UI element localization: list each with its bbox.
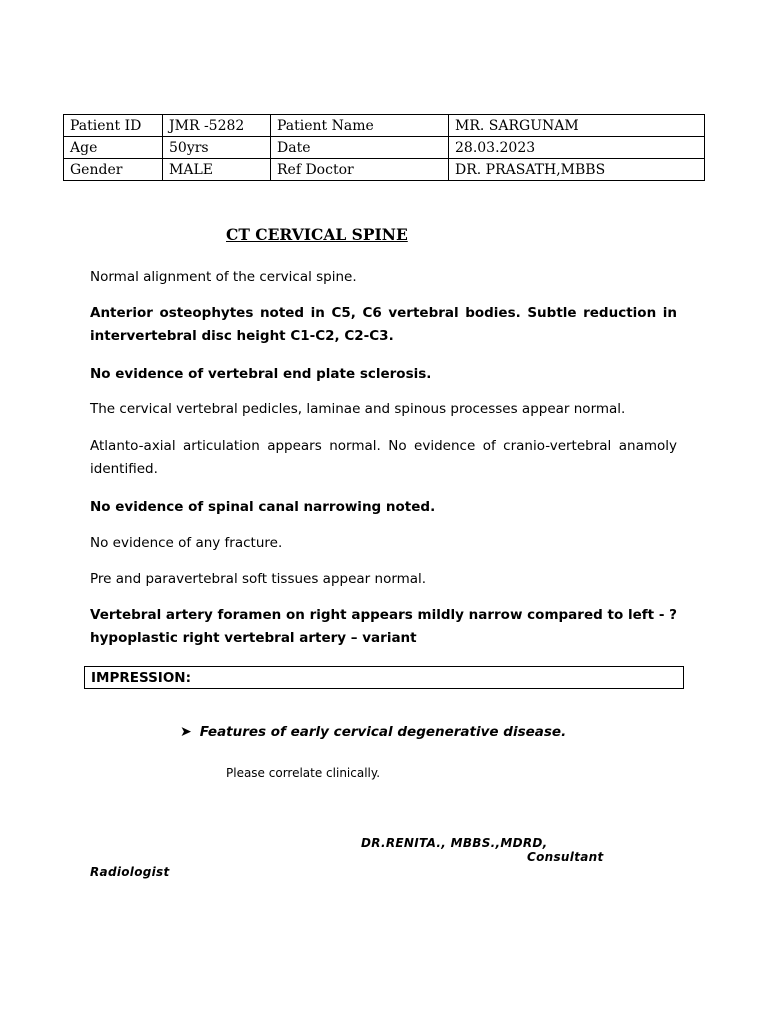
finding-paragraph: No evidence of vertebral end plate sclerosis. xyxy=(90,366,432,382)
finding-paragraph: Anterior osteophytes noted in C5, C6 vertebral bodies. Subtle reduction in intervertebral disc height C1-C2, C2-C3. xyxy=(90,305,677,344)
table-cell: Patient ID xyxy=(64,115,163,137)
impression-heading: IMPRESSION: xyxy=(84,666,684,689)
report-title: CT CERVICAL SPINE xyxy=(226,225,408,244)
finding-paragraph: Vertebral artery foramen on right appears mildly narrow compared to left - ? hypoplastic right vertebral artery – variant xyxy=(90,607,677,646)
table-cell: MR. SARGUNAM xyxy=(449,115,705,137)
finding-paragraph: The cervical vertebral pedicles, laminae and spinous processes appear normal. xyxy=(90,401,626,417)
impression-text: Features of early cervical degenerative disease. xyxy=(199,724,567,740)
finding-paragraph: No evidence of spinal canal narrowing noted. xyxy=(90,499,436,515)
signature-name: DR.RENITA., MBBS.,MDRD, xyxy=(361,836,548,850)
impression-item xyxy=(180,724,566,740)
table-cell: Ref Doctor xyxy=(271,159,449,181)
table-cell: Age xyxy=(64,137,163,159)
table-cell: Gender xyxy=(64,159,163,181)
table-cell: Patient Name xyxy=(271,115,449,137)
table-cell: 50yrs xyxy=(163,137,271,159)
correlate-note: Please correlate clinically. xyxy=(226,766,381,780)
finding-paragraph: Pre and paravertebral soft tissues appear normal. xyxy=(90,571,427,587)
table-cell: MALE xyxy=(163,159,271,181)
table-row xyxy=(64,159,705,181)
table-cell: JMR -5282 xyxy=(163,115,271,137)
patient-info-table xyxy=(63,114,705,181)
table-cell: Date xyxy=(271,137,449,159)
finding-paragraph: Atlanto-axial articulation appears normal. No evidence of cranio-vertebral anamoly identified. xyxy=(90,438,677,477)
arrowhead-bullet-icon: ➤ xyxy=(180,724,192,740)
finding-paragraph: Normal alignment of the cervical spine. xyxy=(90,269,357,285)
table-row xyxy=(64,137,705,159)
signature-title: Radiologist xyxy=(90,865,170,879)
table-cell: 28.03.2023 xyxy=(449,137,705,159)
table-cell: DR. PRASATH,MBBS xyxy=(449,159,705,181)
table-row xyxy=(64,115,705,137)
finding-paragraph: No evidence of any fracture. xyxy=(90,535,283,551)
signature-title: Consultant xyxy=(527,850,604,864)
